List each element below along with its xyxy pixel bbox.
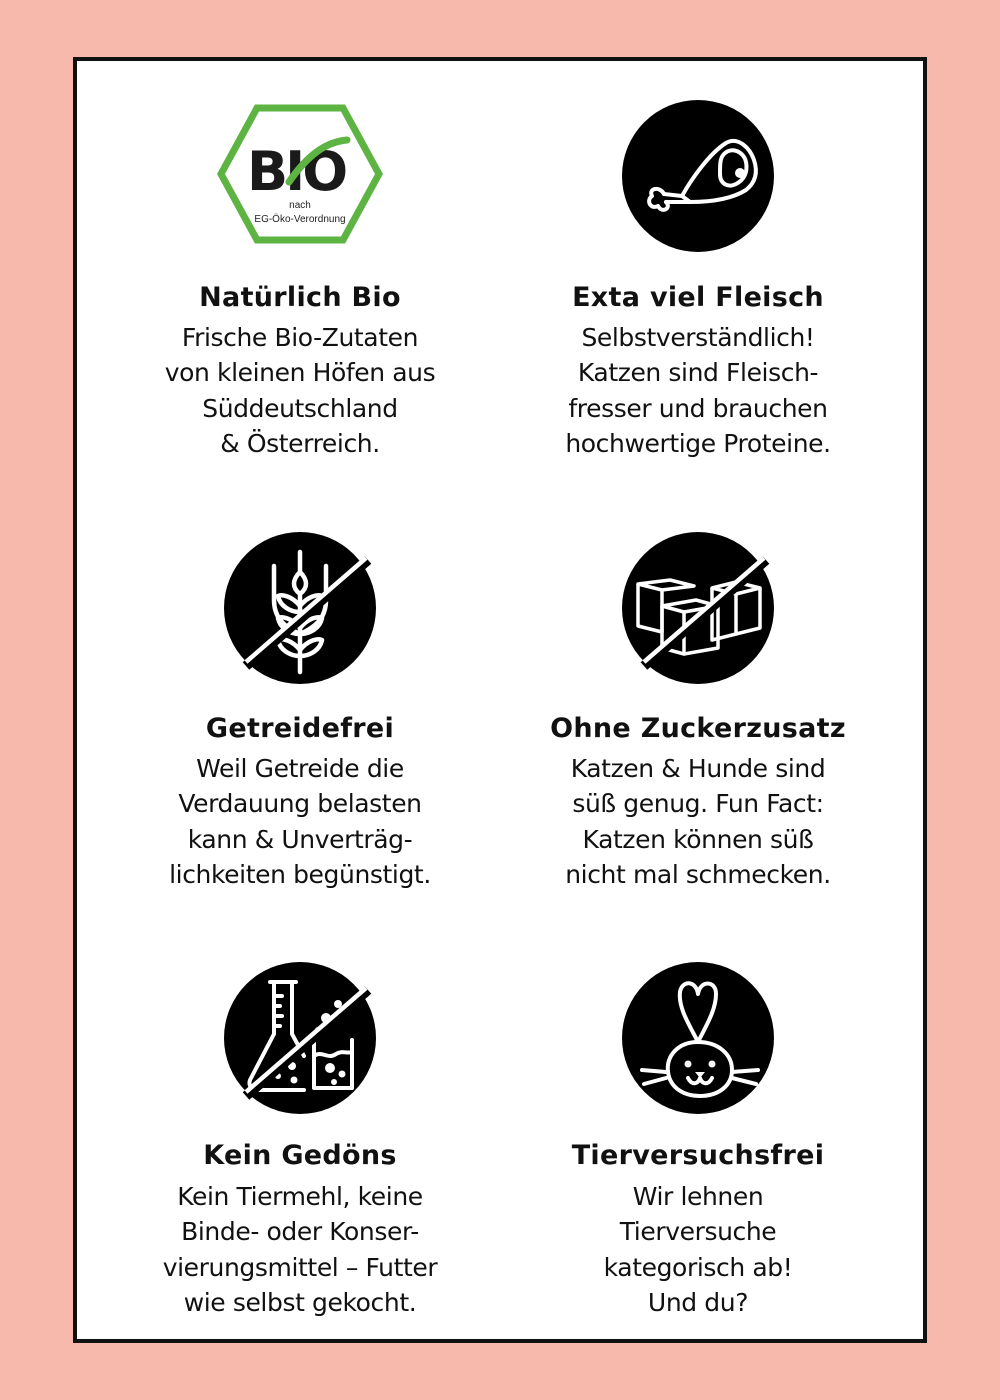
- bio-seal-sub1: nach: [289, 200, 311, 211]
- cruelty-free-bunny-icon: [620, 960, 776, 1116]
- feature-extra-fleisch: [498, 100, 898, 480]
- description-line: Katzen können süß: [582, 824, 814, 854]
- description-line: hochwertige Proteine.: [565, 428, 831, 458]
- description-line: Frische Bio-Zutaten: [181, 323, 419, 352]
- description-line: wie selbst gekocht.: [183, 1287, 417, 1317]
- feature-title: Natürlich Bio: [199, 282, 401, 313]
- meat-leg-icon: [620, 98, 776, 254]
- description-line: nicht mal schmecken.: [565, 859, 831, 889]
- description-line: lichkeiten begünstigt.: [169, 859, 431, 889]
- feature-title: Getreidefrei: [205, 713, 395, 744]
- description-line: Und du?: [647, 1287, 749, 1317]
- description-line: Süddeutschland: [202, 393, 398, 423]
- feature-title: Exta viel Fleisch: [572, 282, 824, 313]
- description-line: Selbstverständlich!: [581, 323, 815, 352]
- feature-description: [100, 1179, 500, 1320]
- description-line: Katzen & Hunde sind: [570, 754, 826, 783]
- feature-tierversuchsfrei: [498, 960, 898, 1340]
- feature-title: Tierversuchsfrei: [571, 1140, 825, 1171]
- description-line: kategorisch ab!: [603, 1252, 793, 1282]
- feature-description: [498, 1179, 898, 1320]
- bio-wordmark: BIO: [247, 140, 346, 203]
- feature-ohne-zuckerzusatz: [498, 530, 898, 910]
- no-chemicals-icon: [222, 960, 378, 1116]
- feature-natuerlich-bio: [100, 100, 500, 480]
- no-grain-icon: [222, 530, 378, 686]
- description-line: Verdauung belasten: [178, 789, 422, 819]
- feature-description: [498, 320, 898, 461]
- description-line: & Österreich.: [220, 428, 380, 458]
- feature-description: [100, 320, 500, 461]
- description-line: Weil Getreide die: [196, 754, 404, 783]
- description-line: kann & Unverträg-: [187, 824, 413, 854]
- bio-seal-sub2: EG-Öko-Verordnung: [254, 214, 346, 225]
- feature-title: Ohne Zuckerzusatz: [550, 713, 846, 744]
- feature-title: Kein Gedöns: [203, 1140, 397, 1171]
- description-line: vierungsmittel – Futter: [162, 1252, 438, 1282]
- feature-description: [100, 751, 500, 892]
- feature-getreidefrei: [100, 530, 500, 910]
- description-line: Tierversuche: [619, 1217, 777, 1247]
- description-line: süß genug. Fun Fact:: [572, 789, 824, 819]
- feature-description: [498, 751, 898, 892]
- description-line: Wir lehnen: [632, 1182, 764, 1211]
- bio-seal-icon: [217, 104, 383, 244]
- description-line: Katzen sind Fleisch-: [577, 358, 819, 388]
- no-sugar-cubes-icon: [620, 530, 776, 686]
- description-line: von kleinen Höfen aus: [164, 358, 436, 388]
- description-line: fresser und brauchen: [568, 393, 828, 423]
- description-line: Kein Tiermehl, keine: [177, 1182, 423, 1211]
- description-line: Binde- oder Konser-: [181, 1217, 419, 1247]
- feature-kein-gedoens: [100, 960, 500, 1340]
